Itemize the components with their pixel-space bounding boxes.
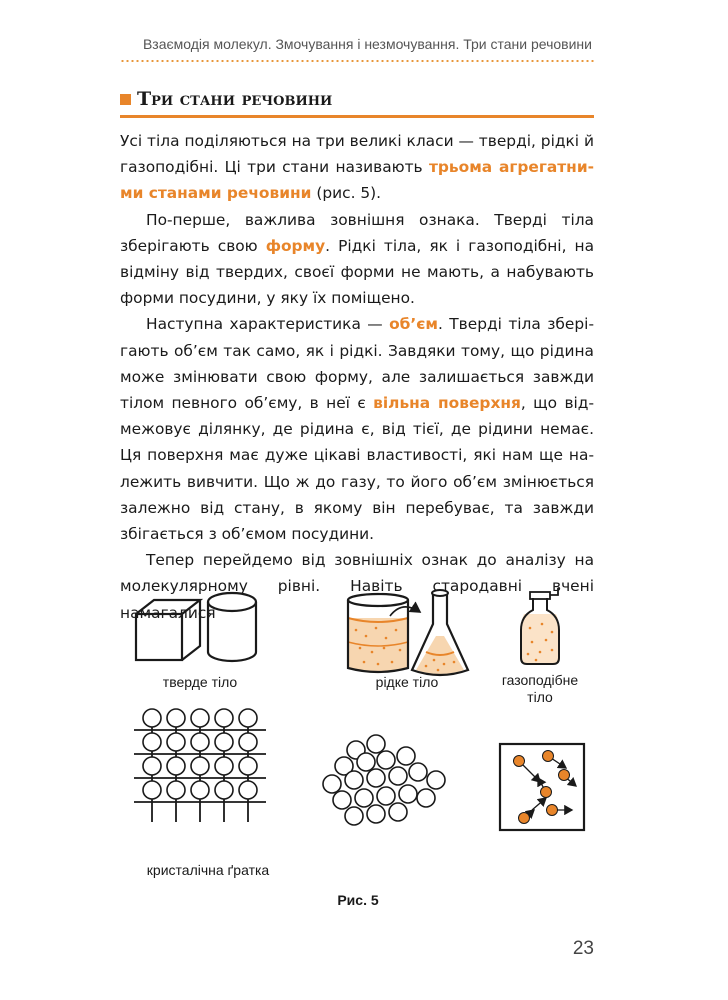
figure-label: Рис. 5 — [337, 892, 379, 908]
running-header: Взаємодія молекул. Змочування і незмочування. Три стани речовини — [142, 36, 592, 52]
term-volume: об’єм — [389, 315, 438, 334]
caption-solid: тверде тіло — [162, 674, 238, 690]
cylinder-icon — [208, 593, 256, 661]
caption-crystal-lattice: кристалічна ґратка — [146, 862, 270, 878]
title-underline — [120, 115, 594, 118]
caption-gas: газоподібне тіло — [501, 672, 579, 705]
gas-bottle-icon — [521, 588, 559, 664]
paragraph-1: Усі тіла поділяються на три великі класи — тверді, рідкі й газоподібні. Ці три стани називають трьома агрегатними станами речовини (рис. 5). — [120, 132, 594, 203]
figure-illustrations — [120, 578, 594, 908]
caption-liquid: рідке тіло — [375, 674, 439, 690]
paragraph-2: По-перше, важлива зовнішня ознака. Тверді тіла зберігають свою форму. Рідкі тіла, як і газоподібні, на відміну від твердих, своєї форми не мають, а набувають форми посудини, у яку їх поміщено. — [120, 210, 595, 308]
section-title-text: Три стани речовини — [137, 88, 333, 110]
pour-arrow-icon — [390, 607, 420, 616]
flask-icon — [412, 590, 468, 675]
section-title — [120, 88, 594, 110]
header-dotted-rule — [120, 60, 594, 62]
paragraph-4: Тепер перейдемо від зовнішніх ознак до аналізу на молекулярному рівні. Навіть стародавні вчені намагалися — [120, 551, 594, 622]
section-marker-icon — [120, 94, 131, 105]
page-number: 23 — [572, 938, 594, 959]
crystal-lattice-icon — [134, 709, 266, 822]
term-free-surface: вільна поверхня — [373, 394, 521, 413]
gas-molecules-icon — [500, 744, 584, 830]
liquid-molecules-icon — [323, 735, 445, 825]
figure-5 — [120, 578, 594, 908]
term-form: форму — [265, 236, 326, 255]
cube-icon — [136, 600, 200, 660]
term-aggregate-states: трьома агрегатними станами речовини — [120, 158, 594, 203]
beaker-icon — [348, 594, 408, 672]
body-text — [120, 128, 594, 626]
paragraph-3: Наступна характеристика — об’єм. Тверді тіла зберігають об’єм так само, як і рідкі. Завдяки тому, що рідина може змінювати свою форму, але залишається завжди тілом певного об’єму, в неї є вільна поверхня, що відмежовує ділянку, де рідина є, від тієї, де рідини немає. Ця поверхня має дуже цікаві властивості, які нам ще належить вивчити. Що ж до газу, то його об’єм змінюється залежно від стану, в якому він перебуває, та завжди збігається з об’ємом посудини. — [120, 315, 595, 544]
